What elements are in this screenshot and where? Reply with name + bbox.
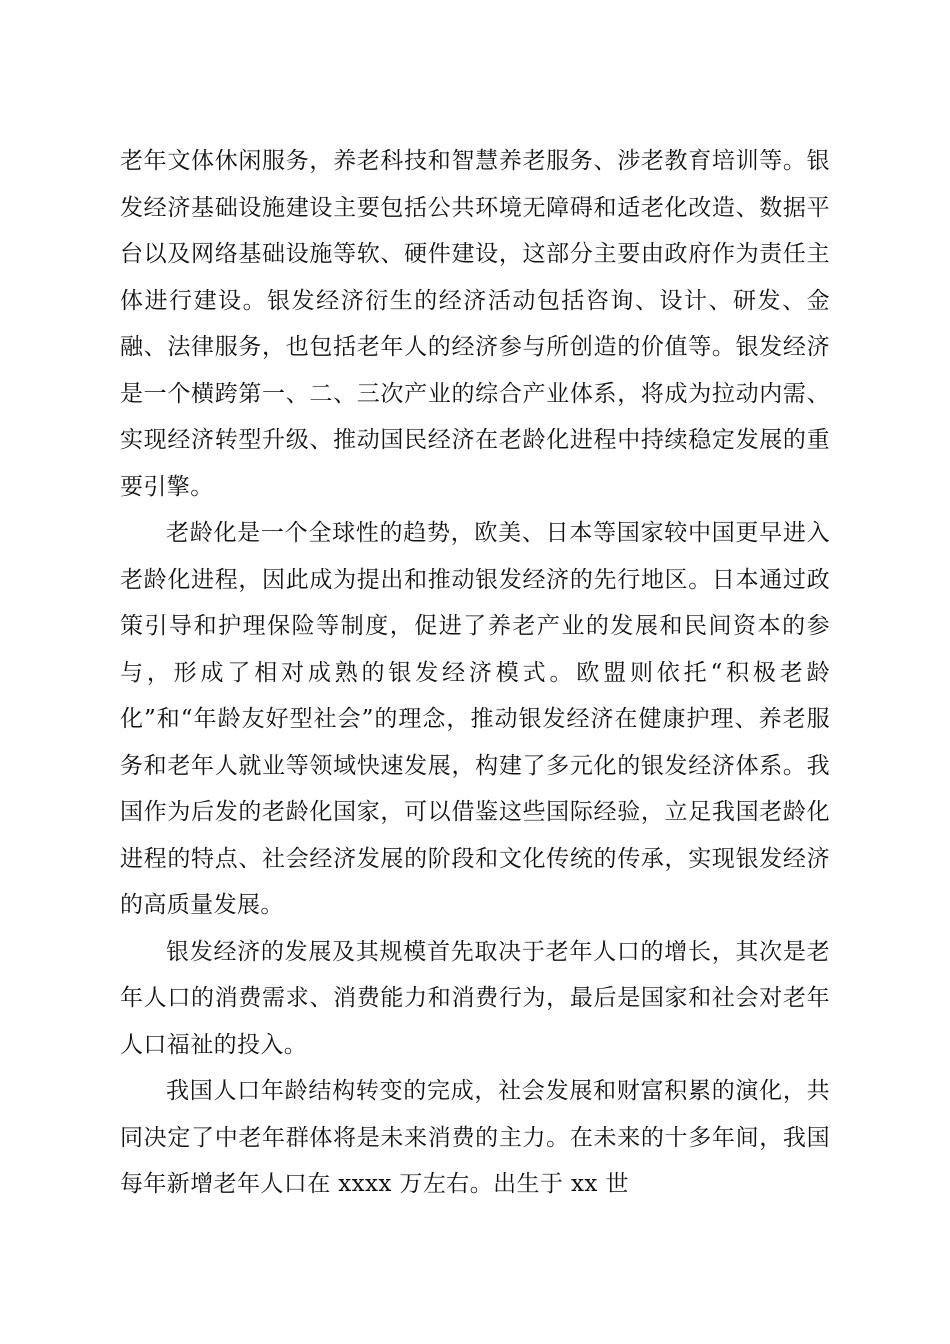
paragraph-age-structure: 我国人口年龄结构转变的完成，社会发展和财富积累的演化，共同决定了中老年群体将是未来消费的主力。在未来的十多年间，我国每年新增老年人口在 xxxx 万左右。出生于 xx 世 (120, 1078, 830, 1197)
body-text (120, 138, 830, 1208)
paragraph-global-aging: 老龄化是一个全球性的趋势，欧美、日本等国家较中国更早进入老龄化进程，因此成为提出和推动银发经济的先行地区。日本通过政策引导和护理保险等制度，促进了养老产业的发展和民间资本的参与，形成了相对成熟的银发经济模式。欧盟则依托“积极老龄化”和“年龄友好型社会”的理念，推动银发经济在健康护理、养老服务和老年人就业等领域快速发展，构建了多元化的银发经济体系。我国作为后发的老龄化国家，可以借鉴这些国际经验，立足我国老龄化进程的特点、社会经济发展的阶段和文化传统的传承，实现银发经济的高质量发展。 (120, 520, 830, 918)
paragraph-continued: 老年文体休闲服务，养老科技和智慧养老服务、涉老教育培训等。银发经济基础设施建设主要包括公共环境无障碍和适老化改造、数据平台以及网络基础设施等软、硬件建设，这部分主要由政府作为责任主体进行建设。银发经济衍生的经济活动包括咨询、设计、研发、金融、法律服务，也包括老年人的经济参与所创造的价值等。银发经济是一个横跨第一、二、三次产业的综合产业体系，将成为拉动内需、实现经济转型升级、推动国民经济在老龄化进程中持续稳定发展的重要引擎。 (120, 148, 830, 500)
paragraph-scale-factors: 银发经济的发展及其规模首先取决于老年人口的增长，其次是老年人口的消费需求、消费能力和消费行为，最后是国家和社会对老年人口福祉的投入。 (120, 938, 830, 1058)
